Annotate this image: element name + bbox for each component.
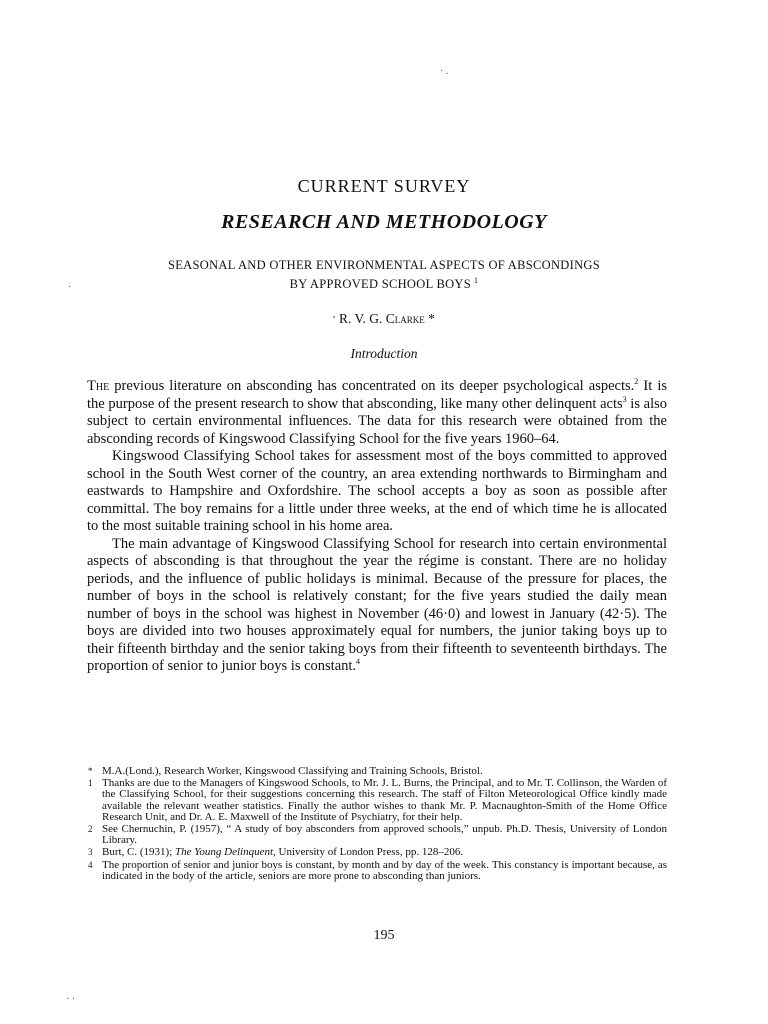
paragraph-3 [87, 536, 667, 676]
paragraph-text: previous literature on absconding has concentrated on its deeper psychological aspects. [109, 378, 635, 394]
book-title: The Young Delinquent [175, 846, 274, 859]
footnote [87, 824, 667, 846]
paragraph-lead: The [87, 378, 110, 394]
author-name: R. V. G. Clarke [338, 311, 425, 326]
footnote-text: The proportion of senior and junior boys is constant, by month and by day of the week. This constancy is important because, as indicated in the body of the article, seniors are more prone to absconding than juniors. [102, 858, 667, 882]
footnote-mark: 1 [88, 778, 93, 789]
footnote-text: M.A.(Lond.), Research Worker, Kingswood Classifying and Training Schools, Bristol. [102, 765, 483, 777]
footnote [87, 778, 667, 823]
paragraph-text: It is the purpose of the present research to show that absconding, like many other delinquent acts [87, 378, 667, 412]
paragraph-1 [87, 378, 667, 448]
article-title [0, 256, 768, 294]
page-number: 195 [373, 928, 395, 943]
footnote-ref: 4 [356, 657, 361, 667]
scan-speck: · . [440, 66, 449, 77]
footnote [87, 766, 667, 777]
footnote [87, 860, 667, 882]
footnote-mark: 4 [88, 859, 93, 870]
article-title-line-2 [0, 275, 768, 294]
footnote [87, 847, 667, 858]
footnote-text: , University of London Press, pp. 128–206. [273, 846, 464, 859]
scan-speck: · [68, 282, 72, 293]
section-title: CURRENT SURVEY [297, 176, 471, 196]
footnote-text: Burt, C. (1931); [102, 846, 176, 859]
footnote-ref: 1 [474, 275, 479, 285]
article-title-line-2-text: BY APPROVED SCHOOL BOYS [289, 277, 472, 291]
article-body [87, 378, 667, 676]
footnote-text: See Chernuchin, P. (1957), “ A study of boy absconders from approved schools,” unpub. Ph.D. Thesis, University of London Library. [102, 823, 667, 847]
footnote-text: Thanks are due to the Managers of Kingswood Schools, to Mr. J. L. Burns, the Principal, and to Mr. T. Collinson, the Warden of the Classifying School, for their suggestions concerning this research. The staff of Filton Meteorological Office kindly made available the relevant weather statistics. Finally the author wishes to thank Mr. P. Macnaughton-Smith of the Home Office Research Unit, and Dr. A. E. Maxwell of the Institute of Psychiatry, for their help. [102, 777, 667, 823]
paragraph-text: is also subject to certain environmental influences. The data for this research were obtained from the absconding records of Kingswood Classifying School for the five years 1960–64. [87, 395, 667, 447]
section-heading: Introduction [350, 346, 418, 361]
scan-speck: ' [333, 315, 335, 326]
paragraph-text: The main advantage of Kingswood Classifying School for research into certain environmental aspects of absconding is that throughout the year the régime is constant. There are no holiday periods, and the influence of public holidays is minimal. Because of the pressure for places, the number of boys in the school is relatively constant; for the five years studied the daily mean number of boys in the school was highest in November (46·0) and lowest in January (42·5). The boys are divided into two houses approximately equal for numbers, the junior taking boys up to their fifteenth birthday and the senior taking boys from their fifteenth to seventeenth birthdays. The proportion of senior to junior boys is constant. [87, 535, 667, 674]
author-byline [0, 311, 768, 327]
footnote-mark: * [88, 766, 93, 776]
footnote-ref: 3 [622, 394, 627, 404]
footnote-mark: 3 [88, 847, 93, 858]
paragraph-2: Kingswood Classifying School takes for assessment most of the boys committed to approved school in the South West corner of the country, an area extending northwards to Birmingham and eastwards to Hampshire and Oxfordshire. The school accepts a boy as soon as possible after committal. The boy remains for a little under three weeks, at the end of which time he is allocated to the most suitable training school in his home area. [87, 448, 667, 534]
footnote-ref: 2 [634, 377, 639, 387]
footnotes [87, 766, 667, 883]
author-footnote-mark: * [428, 311, 435, 326]
footnote-mark: 2 [88, 824, 93, 835]
scan-speck: · · [66, 994, 76, 1005]
section-subtitle: RESEARCH AND METHODOLOGY [221, 211, 547, 233]
article-title-line-1: SEASONAL AND OTHER ENVIRONMENTAL ASPECTS OF ABSCONDINGS [168, 258, 600, 272]
